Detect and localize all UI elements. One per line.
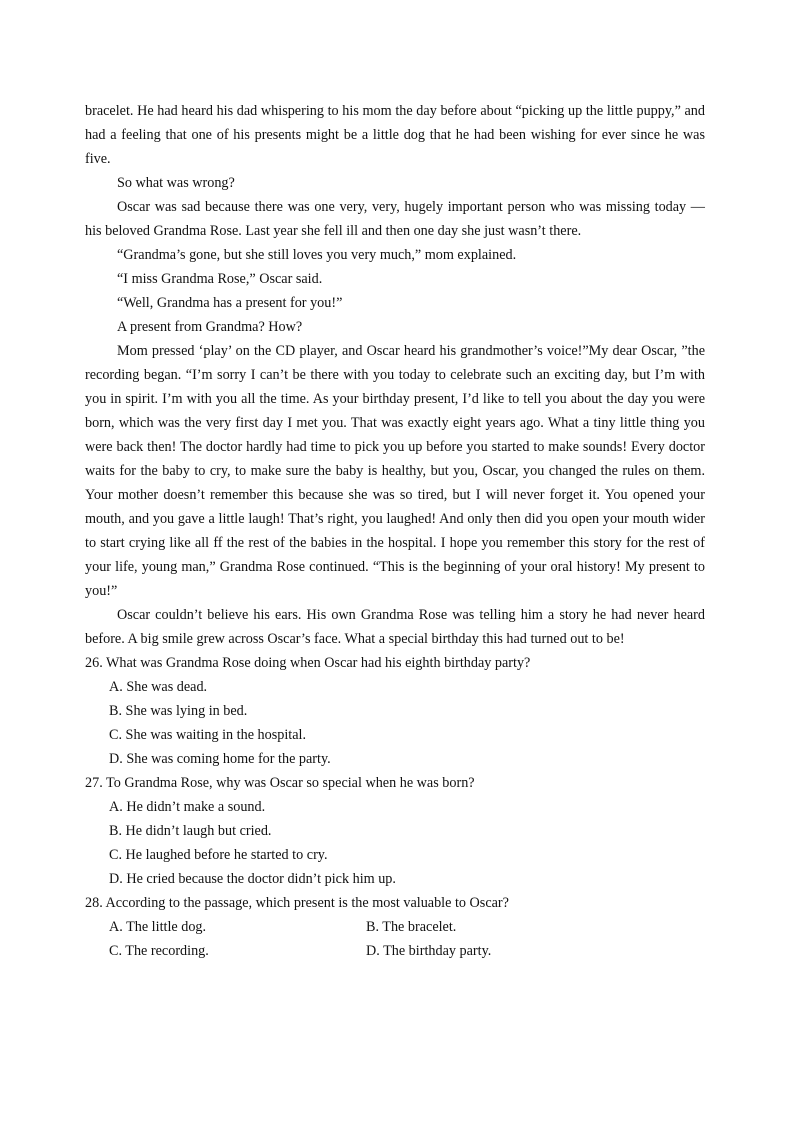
option-row [85,915,705,939]
question-28 [85,891,705,963]
passage-paragraph-4: “Grandma’s gone, but she still loves you very much,” mom explained. [117,247,517,263]
option-c: C. He laughed before he started to cry. [109,847,328,863]
question-27 [85,771,705,891]
option-a: A. The little dog. [109,919,207,935]
passage-paragraph-2: So what was wrong? [117,175,235,191]
question-stem: 27. To Grandma Rose, why was Oscar so special when he was born? [85,775,475,791]
passage-paragraph-3: Oscar was sad because there was one very, very, hugely important person who was missing today — his beloved Grandma Rose. Last year she fell ill and then one day she just wasn’t there. [85,199,705,239]
option-d: D. The birthday party. [366,943,492,959]
option-a: A. He didn’t make a sound. [109,799,266,815]
question-stem: 26. What was Grandma Rose doing when Oscar had his eighth birthday party? [85,655,531,671]
option-b: B. He didn’t laugh but cried. [109,823,272,839]
option-a: A. She was dead. [109,679,208,695]
passage-paragraph-8: Mom pressed ‘play’ on the CD player, and Oscar heard his grandmother’s voice!”My dear Oscar, ”the recording began. “I’m sorry I can’t be there with you today to celebrate such an exciting day, but I’m with you in spirit. I’m with you all the time. As your birthday present, I’d like to tell you about the day you were born, which was the very first day I met you. That was exactly eight years ago. What a tiny little thing you were back then! The doctor hardly had time to pick you up before you started to make sounds! Every doctor waits for the baby to cry, to make sure the baby is healthy, but you, Oscar, you changed the rules on them. Your mother doesn’t remember this because she was so tired, but I will never forget it. You opened your mouth, and you gave a little laugh! That’s right, you laughed! And only then did you open your mouth wider to start crying like all ff the rest of the babies in the hospital. I hope you remember this story for the rest of your life, young man,” Grandma Rose continued. “This is the beginning of your oral history! My present to you!” [85,343,705,599]
passage-paragraph-5: “I miss Grandma Rose,” Oscar said. [117,271,323,287]
option-b: B. The bracelet. [366,919,457,935]
option-d: D. She was coming home for the party. [109,751,331,767]
option-b: B. She was lying in bed. [109,703,248,719]
option-row [85,939,705,963]
passage-paragraph-7: A present from Grandma? How? [117,319,303,335]
document-page [85,99,705,963]
option-c: C. The recording. [109,943,209,959]
question-26 [85,651,705,771]
option-c: C. She was waiting in the hospital. [109,727,307,743]
passage-paragraph-6: “Well, Grandma has a present for you!” [117,295,343,311]
passage-paragraph-1: bracelet. He had heard his dad whispering to his mom the day before about “picking up the little puppy,” and had a feeling that one of his presents might be a little dog that he had been wishing for ever since he was five. [85,103,705,167]
question-stem: 28. According to the passage, which present is the most valuable to Oscar? [85,895,509,911]
option-d: D. He cried because the doctor didn’t pick him up. [109,871,396,887]
passage-paragraph-9: Oscar couldn’t believe his ears. His own Grandma Rose was telling him a story he had never heard before. A big smile grew across Oscar’s face. What a special birthday this had turned out to be! [85,607,705,647]
